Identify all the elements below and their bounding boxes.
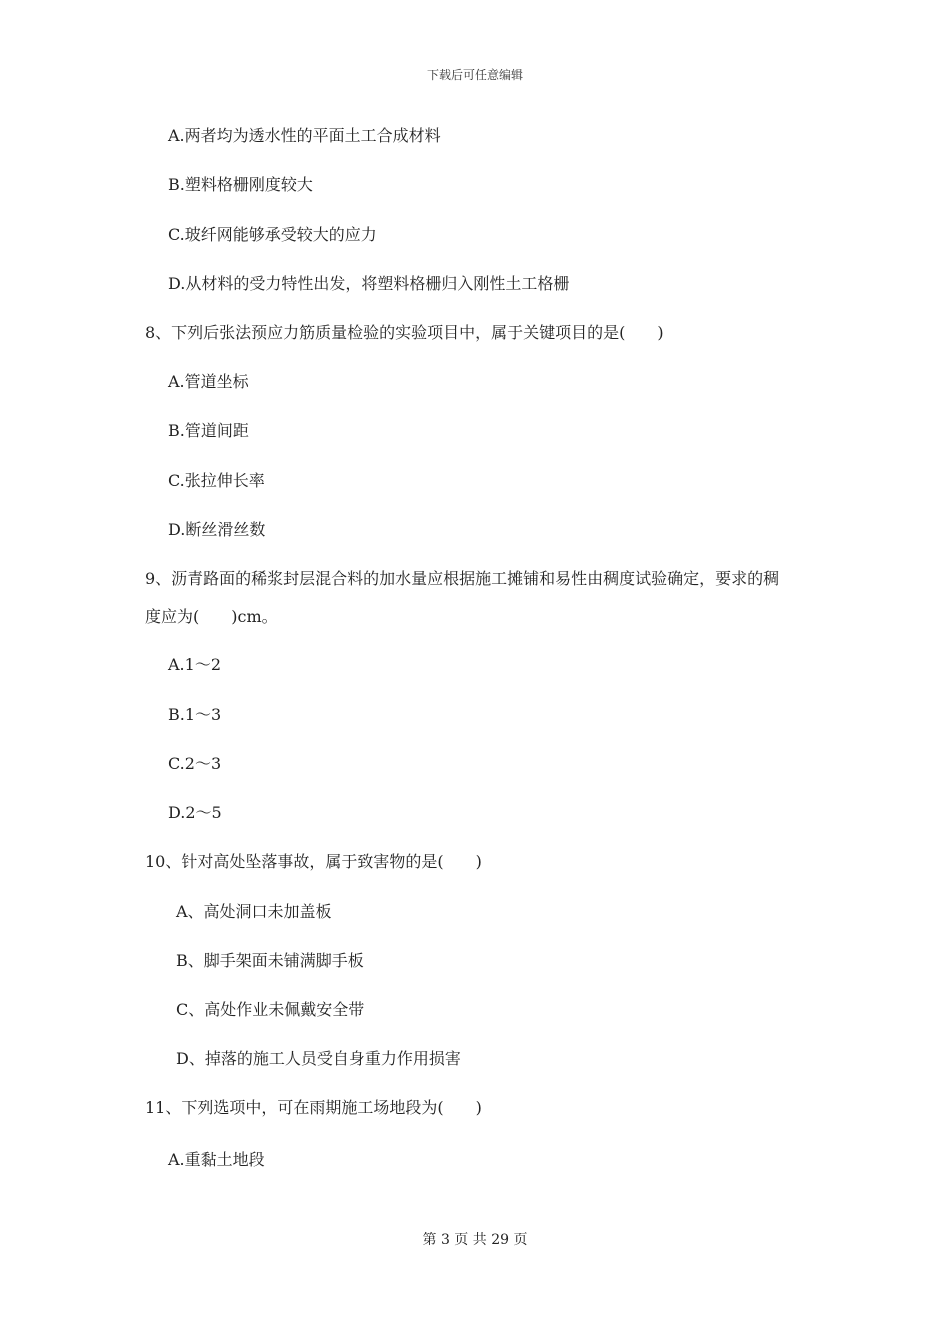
q11-option-a: A.重黏土地段 [168,1150,265,1169]
q8-option-b: B.管道间距 [168,421,249,440]
page-footer: 第 3 页 共 29 页 [422,1232,528,1248]
q8-option-d: D.断丝滑丝数 [168,520,266,539]
q9-stem-line1: 9、沥青路面的稀浆封层混合料的加水量应根据施工摊铺和易性由稠度试验确定，要求的稠 [145,569,780,588]
q7-option-b: B.塑料格栅刚度较大 [168,175,313,194]
q7-option-c: C.玻纤网能够承受较大的应力 [168,225,377,244]
q9-option-c: C.2～3 [168,754,222,773]
q7-option-d: D.从材料的受力特性出发，将塑料格栅归入刚性土工格栅 [168,274,570,293]
q10-option-c: C、高处作业未佩戴安全带 [176,1000,365,1019]
q7-option-a: A.两者均为透水性的平面土工合成材料 [168,126,441,145]
q10-stem: 10、针对高处坠落事故，属于致害物的是( ) [145,852,482,871]
page-header: 下载后可任意编辑 [426,68,523,82]
q9-option-d: D.2～5 [168,803,222,822]
q10-option-a: A、高处洞口未加盖板 [176,902,332,921]
q9-stem-line2: 度应为( )cm。 [145,607,278,626]
q8-stem: 8、下列后张法预应力筋质量检验的实验项目中，属于关键项目的是( ) [145,323,664,342]
q8-option-c: C.张拉伸长率 [168,471,265,490]
q11-stem: 11、下列选项中，可在雨期施工场地段为( ) [145,1098,482,1117]
q9-option-b: B.1～3 [168,705,222,724]
q8-option-a: A.管道坐标 [168,372,249,391]
q9-option-a: A.1～2 [168,655,222,674]
q10-option-d: D、掉落的施工人员受自身重力作用损害 [176,1049,461,1068]
q10-option-b: B、脚手架面未铺满脚手板 [176,951,364,970]
